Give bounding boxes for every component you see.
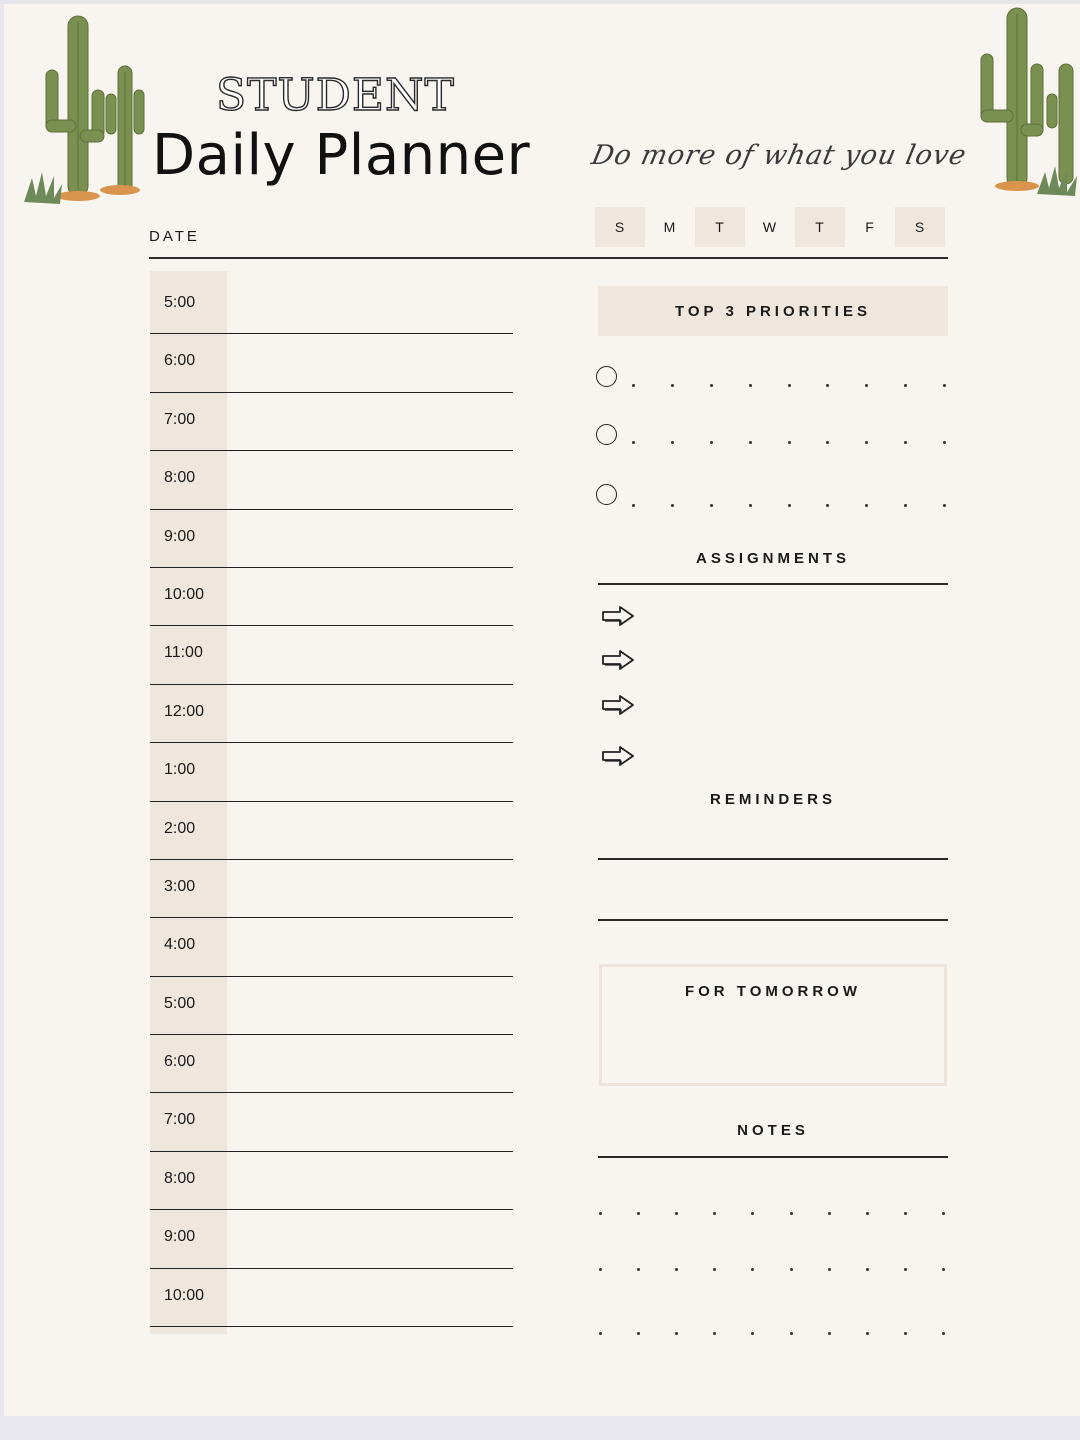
schedule-slot[interactable] — [150, 626, 513, 684]
slot-time: 8:00 — [164, 469, 196, 487]
page-title: Daily Planner — [152, 123, 531, 188]
priority-dotted-line — [632, 441, 946, 444]
schedule-slot[interactable] — [150, 1152, 513, 1210]
schedule-slot[interactable] — [150, 1210, 513, 1268]
slot-time: 9:00 — [164, 527, 196, 545]
schedule-slot[interactable] — [150, 393, 513, 451]
schedule-slot[interactable] — [150, 743, 513, 801]
weekday-saturday[interactable]: S — [895, 207, 945, 247]
motto-text: Do more of what you love — [588, 140, 970, 171]
weekday-thursday[interactable]: T — [795, 207, 845, 247]
schedule-slot[interactable] — [150, 918, 513, 976]
weekday-monday[interactable]: M — [663, 219, 677, 235]
slot-time: 5:00 — [164, 994, 196, 1012]
assignments-rule — [598, 583, 948, 585]
schedule-slot[interactable] — [150, 1035, 513, 1093]
arrow-right-icon — [600, 693, 636, 717]
schedule-slot[interactable] — [150, 276, 513, 334]
bottom-strip — [0, 1416, 1080, 1440]
slot-time: 12:00 — [164, 702, 205, 720]
weekday-friday[interactable]: F — [865, 219, 875, 235]
schedule-slot[interactable] — [150, 334, 513, 392]
schedule-slot[interactable] — [150, 802, 513, 860]
priority-dotted-line — [632, 384, 946, 387]
slot-time: 5:00 — [164, 294, 196, 311]
schedule-slot[interactable] — [150, 1269, 513, 1327]
notes-title: NOTES — [737, 1122, 809, 1139]
slot-time: 6:00 — [164, 1053, 196, 1071]
for-tomorrow-title: FOR TOMORROW — [684, 983, 862, 1000]
notes-dotted-line[interactable] — [599, 1212, 945, 1215]
arrow-right-icon — [600, 648, 636, 672]
priority-dotted-line — [632, 504, 946, 507]
reminder-line[interactable] — [598, 919, 948, 921]
schedule-slot[interactable] — [150, 568, 513, 626]
slot-time: 3:00 — [164, 877, 196, 895]
reminders-title: REMINDERS — [709, 791, 836, 808]
weekday-wednesday[interactable]: W — [762, 219, 778, 235]
slot-time: 6:00 — [164, 352, 196, 370]
title-student: STUDENT — [216, 70, 455, 121]
weekday-tuesday[interactable]: T — [695, 207, 745, 247]
checkbox-circle-icon[interactable] — [596, 484, 617, 505]
date-input-line[interactable] — [149, 257, 948, 259]
priorities-header: TOP 3 PRIORITIES — [598, 286, 948, 336]
cactus-right-icon — [975, 4, 1080, 200]
slot-time: 10:00 — [164, 1286, 205, 1304]
weekday-selector — [595, 207, 945, 247]
arrow-right-icon — [600, 604, 636, 628]
arrow-right-icon — [600, 744, 636, 768]
schedule-slot[interactable] — [150, 685, 513, 743]
schedule-slot[interactable] — [150, 1093, 513, 1151]
schedule-slot[interactable] — [150, 977, 513, 1035]
checkbox-circle-icon[interactable] — [596, 366, 617, 387]
slot-time: 2:00 — [164, 819, 196, 837]
hourly-schedule — [150, 276, 513, 1327]
notes-dotted-line[interactable] — [599, 1268, 945, 1271]
slot-time: 7:00 — [164, 1111, 196, 1129]
assignments-title: ASSIGNMENTS — [695, 550, 850, 567]
reminder-line[interactable] — [598, 858, 948, 860]
weekday-sunday[interactable]: S — [595, 207, 645, 247]
slot-time: 10:00 — [164, 585, 205, 603]
slot-time: 4:00 — [164, 936, 196, 954]
slot-time: 11:00 — [164, 644, 203, 662]
schedule-slot[interactable] — [150, 860, 513, 918]
cactus-left-icon — [18, 10, 148, 206]
notes-rule — [598, 1156, 948, 1158]
schedule-slot[interactable] — [150, 451, 513, 509]
slot-time: 7:00 — [164, 410, 196, 428]
priority-item[interactable] — [596, 424, 956, 448]
slot-time: 8:00 — [164, 1169, 196, 1187]
schedule-slot[interactable] — [150, 510, 513, 568]
date-label: DATE — [149, 228, 200, 245]
checkbox-circle-icon[interactable] — [596, 424, 617, 445]
notes-dotted-line[interactable] — [599, 1332, 945, 1335]
slot-time: 1:00 — [164, 761, 196, 779]
slot-time: 9:00 — [164, 1228, 196, 1246]
